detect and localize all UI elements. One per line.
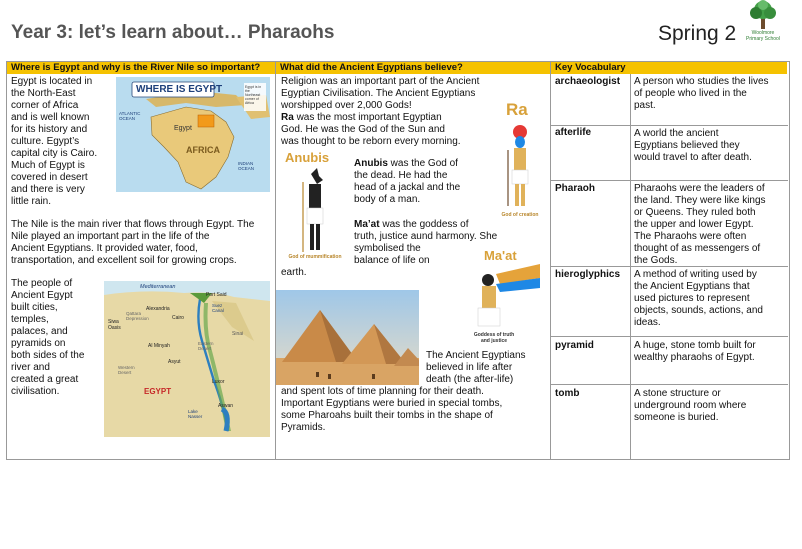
anubis-image-title: Anubis: [285, 150, 330, 165]
map2-place-suez: Suez Canal: [212, 303, 224, 313]
vocab-term: archaeologist: [555, 76, 621, 87]
vocab-definition: A method of writing used by the Ancient Egyptians that used pictures to represent objects, sounds, actions, and ideas.: [634, 269, 763, 328]
map2-place-western-desert: Western Desert: [118, 365, 135, 375]
maat-text: Ma’at was the goddess of truth, justice aund harmony. She symbolised the balance of life on: [354, 219, 498, 266]
vocab-definition: A stone structure or underground room where someone is buried.: [634, 388, 747, 423]
map1-note: Egypt is in the Northeast corner of Africa: [245, 85, 262, 105]
map2-place-minyah: Al Minyah: [148, 343, 170, 349]
anubis-image-caption: God of mummification: [288, 254, 342, 260]
page-title: Year 3: let’s learn about… Pharaohs: [11, 22, 335, 43]
map2-place-port-said: Port Said: [206, 292, 227, 298]
map2-place-lake-nasser: Lake Nasser: [188, 409, 203, 419]
ra-text: Ra was the most important Egyptian God. He was the God of the Sun and was thought to be reborn every morning.: [281, 112, 461, 147]
divider-col1: [275, 61, 276, 459]
vocab-row-divider: [551, 336, 788, 337]
map1-africa-label: AFRICA: [186, 145, 220, 155]
map2-place-luxor: Luxor: [212, 379, 225, 385]
river-nile-text: The Nile is the main river that flows through Egypt. The Nile played an important part in the life of the Ancient Egyptians. It provided water, food, transportation, and excellent soil for growing crops.: [11, 219, 255, 266]
egypt-location-text: Egypt is located in the North-East corner of Africa and is well known for its history and culture. Egypt’s capital city is Cairo. Much of Egypt is covered in desert and there is very little rain.: [11, 76, 98, 207]
egypt-nile-map: [104, 281, 270, 437]
map2-egypt-label: EGYPT: [144, 387, 172, 396]
tree-icon: [746, 0, 780, 30]
vocab-term: hieroglyphics: [555, 269, 621, 280]
vocab-row-divider: [551, 125, 788, 126]
term-label: Spring 2: [658, 22, 737, 45]
religion-intro-text: Religion was an important part of the Ancient Egyptian Civilisation. The Ancient Egyptians worshipped over 2,000 Gods!: [281, 76, 480, 111]
map2-place-siwa: Siwa Oasis: [108, 319, 121, 331]
ra-image-caption: God of creation: [501, 212, 539, 218]
map1-ocean2-label: INDIAN OCEAN: [238, 161, 255, 171]
map2-place-cairo: Cairo: [172, 315, 184, 321]
afterlife-text: The Ancient Egyptians believed in life after death (the after-life): [426, 350, 526, 385]
map2-place-eastern-desert: Eastern Desert: [198, 341, 214, 351]
vocab-definition: A huge, stone tomb built for wealthy pharaohs of Egypt.: [634, 340, 756, 363]
map2-place-aswan: Aswan: [218, 403, 234, 409]
ra-image: [494, 100, 546, 222]
tombs-text: and spent lots of time planning for their death. Important Egyptians were buried in special tombs, some Pharoahs built their tombs in the shape of Pyramids.: [281, 386, 503, 433]
anubis-image: [283, 150, 347, 266]
anubis-text: Anubis was the God of the dead. He had the head of a jackal and the body of a man.: [354, 158, 461, 205]
maat-text-end: earth.: [281, 267, 307, 278]
ra-image-title: Ra: [506, 100, 528, 119]
vocab-definition: A world the ancient Egyptians believed they would travel to after death.: [634, 128, 752, 163]
vocab-term: tomb: [555, 388, 580, 399]
vocab-term: afterlife: [555, 127, 592, 138]
map2-place-qattara: Qattara Depression: [126, 311, 149, 321]
school-name: Woolmore Primary School: [746, 30, 780, 42]
col1-heading: Where is Egypt and why is the River Nile so important?: [7, 62, 275, 74]
maat-image-caption: Goddess of truth and justice: [473, 332, 515, 344]
map2-place-asyut: Asyut: [168, 359, 181, 365]
divider-col2: [550, 61, 551, 459]
vocab-row-divider: [551, 180, 788, 181]
maat-image-title: Ma'at: [484, 248, 517, 263]
map1-egypt-label: Egypt: [174, 125, 192, 132]
vocab-row-divider: [551, 384, 788, 385]
maat-image: [466, 248, 546, 352]
map2-place-alexandria: Alexandria: [146, 306, 170, 312]
pyramids-photo: [276, 290, 419, 385]
vocab-definition: A person who studies the lives of people who lived in the past.: [634, 76, 769, 111]
map2-sea-label: Mediterranean: [140, 284, 176, 290]
map1-title: WHERE IS EGYPT: [136, 84, 223, 95]
school-logo: [746, 0, 780, 50]
vocab-term: Pharaoh: [555, 183, 596, 194]
map2-place-sinai: Sinai: [232, 331, 244, 337]
vocab-term: pyramid: [555, 340, 594, 351]
civilisation-text: The people of Ancient Egypt built cities, temples, palaces, and pyramids on both sides of the river and created a great civilisation.: [11, 278, 85, 397]
where-is-egypt-map: [116, 77, 270, 192]
col3-heading: Key Vocabulary: [551, 62, 787, 74]
col2-heading: What did the Ancient Egyptians believe?: [276, 62, 550, 74]
vocab-definition: Pharaohs were the leaders of the land. They were like kings or Queens. They ruled both the upper and lower Egypt. The Pharaohs were often thought of as messengers of the Gods.: [634, 183, 766, 266]
map1-ocean-label: ATLANTIC OCEAN: [119, 111, 141, 121]
